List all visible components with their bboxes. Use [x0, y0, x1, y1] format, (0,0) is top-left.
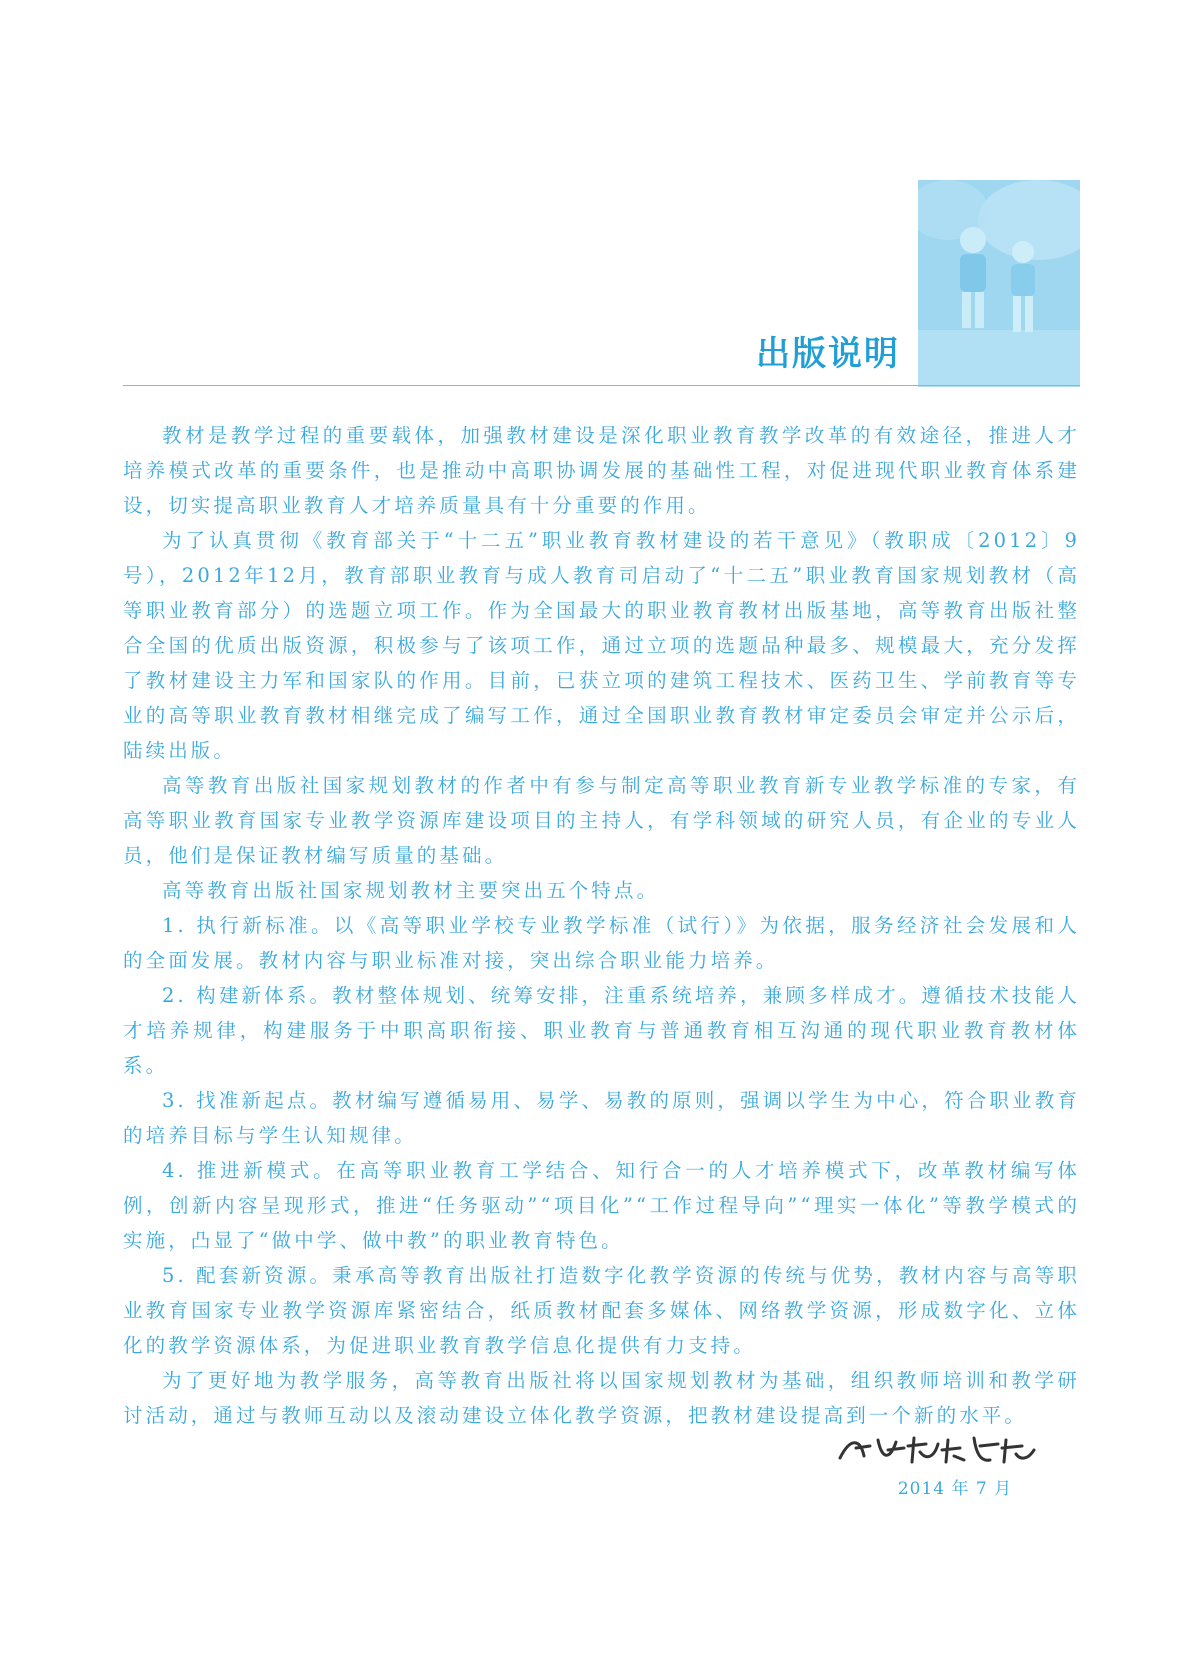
page-title: 出版说明 — [756, 334, 900, 374]
paragraph: 2. 构建新体系。教材整体规划、统筹安排，注重系统培养，兼顾多样成才。遵循技术技能人才培养规律，构建服务于中职高职衔接、职业教育与普通教育相互沟通的现代职业教育教材体系。 — [123, 984, 1080, 1077]
publish-date: 2014 年 7 月 — [897, 1479, 1013, 1499]
publisher-signature — [830, 1430, 1060, 1470]
paragraph: 1. 执行新标准。以《高等职业学校专业教学标准（试行）》为依据，服务经济社会发展和人的全面发展。教材内容与职业标准对接，突出综合职业能力培养。 — [123, 914, 1080, 972]
body-text — [123, 418, 1080, 1433]
paragraph: 为了更好地为教学服务，高等教育出版社将以国家规划教材为基础，组织教师培训和教学研讨活动，通过与教师互动以及滚动建设立体化教学资源，把教材建设提高到一个新的水平。 — [123, 1369, 1080, 1427]
paragraph: 3. 找准新起点。教材编写遵循易用、易学、易教的原则，强调以学生为中心，符合职业教育的培养目标与学生认知规律。 — [123, 1089, 1080, 1147]
paragraph: 高等教育出版社国家规划教材主要突出五个特点。 — [162, 879, 660, 902]
paragraph: 为了认真贯彻《教育部关于“十二五”职业教育教材建设的若干意见》（教职成〔2012〕9号），2012年12月，教育部职业教育与成人教育司启动了“十二五”职业教育国家规划教材（高等职业教育部分）的选题立项工作。作为全国最大的职业教育教材出版基地，高等教育出版社整合全国的优质出版资源，积极参与了该项工作，通过立项的选题品种最多、规模最大，充分发挥了教材建设主力军和国家队的作用。目前，已获立项的建筑工程技术、医药卫生、学前教育等专业的高等职业教育教材相继完成了编写工作，通过全国职业教育教材审定委员会审定并公示后，陆续出版。 — [123, 529, 1080, 762]
paragraph: 高等教育出版社国家规划教材的作者中有参与制定高等职业教育新专业教学标准的专家，有高等职业教育国家专业教学资源库建设项目的主持人，有学科领域的研究人员，有企业的专业人员，他们是保证教材编写质量的基础。 — [123, 774, 1080, 867]
paragraph: 教材是教学过程的重要载体，加强教材建设是深化职业教育教学改革的有效途径，推进人才培养模式改革的重要条件，也是推动中高职协调发展的基础性工程，对促进现代职业教育体系建设，切实提高职业教育人才培养质量具有十分重要的作用。 — [123, 424, 1080, 517]
paragraph: 5. 配套新资源。秉承高等教育出版社打造数字化教学资源的传统与优势，教材内容与高等职业教育国家专业教学资源库紧密结合，纸质教材配套多媒体、网络教学资源，形成数字化、立体化的教学资源体系，为促进职业教育教学信息化提供有力支持。 — [123, 1264, 1080, 1357]
children-photo-icon — [918, 180, 1080, 387]
paragraph: 4. 推进新模式。在高等职业教育工学结合、知行合一的人才培养模式下，改革教材编写体例，创新内容呈现形式，推进“任务驱动”“项目化”“工作过程导向”“理实一体化”等教学模式的实施，凸显了“做中学、做中教”的职业教育特色。 — [123, 1159, 1080, 1252]
header-divider — [123, 385, 1080, 386]
